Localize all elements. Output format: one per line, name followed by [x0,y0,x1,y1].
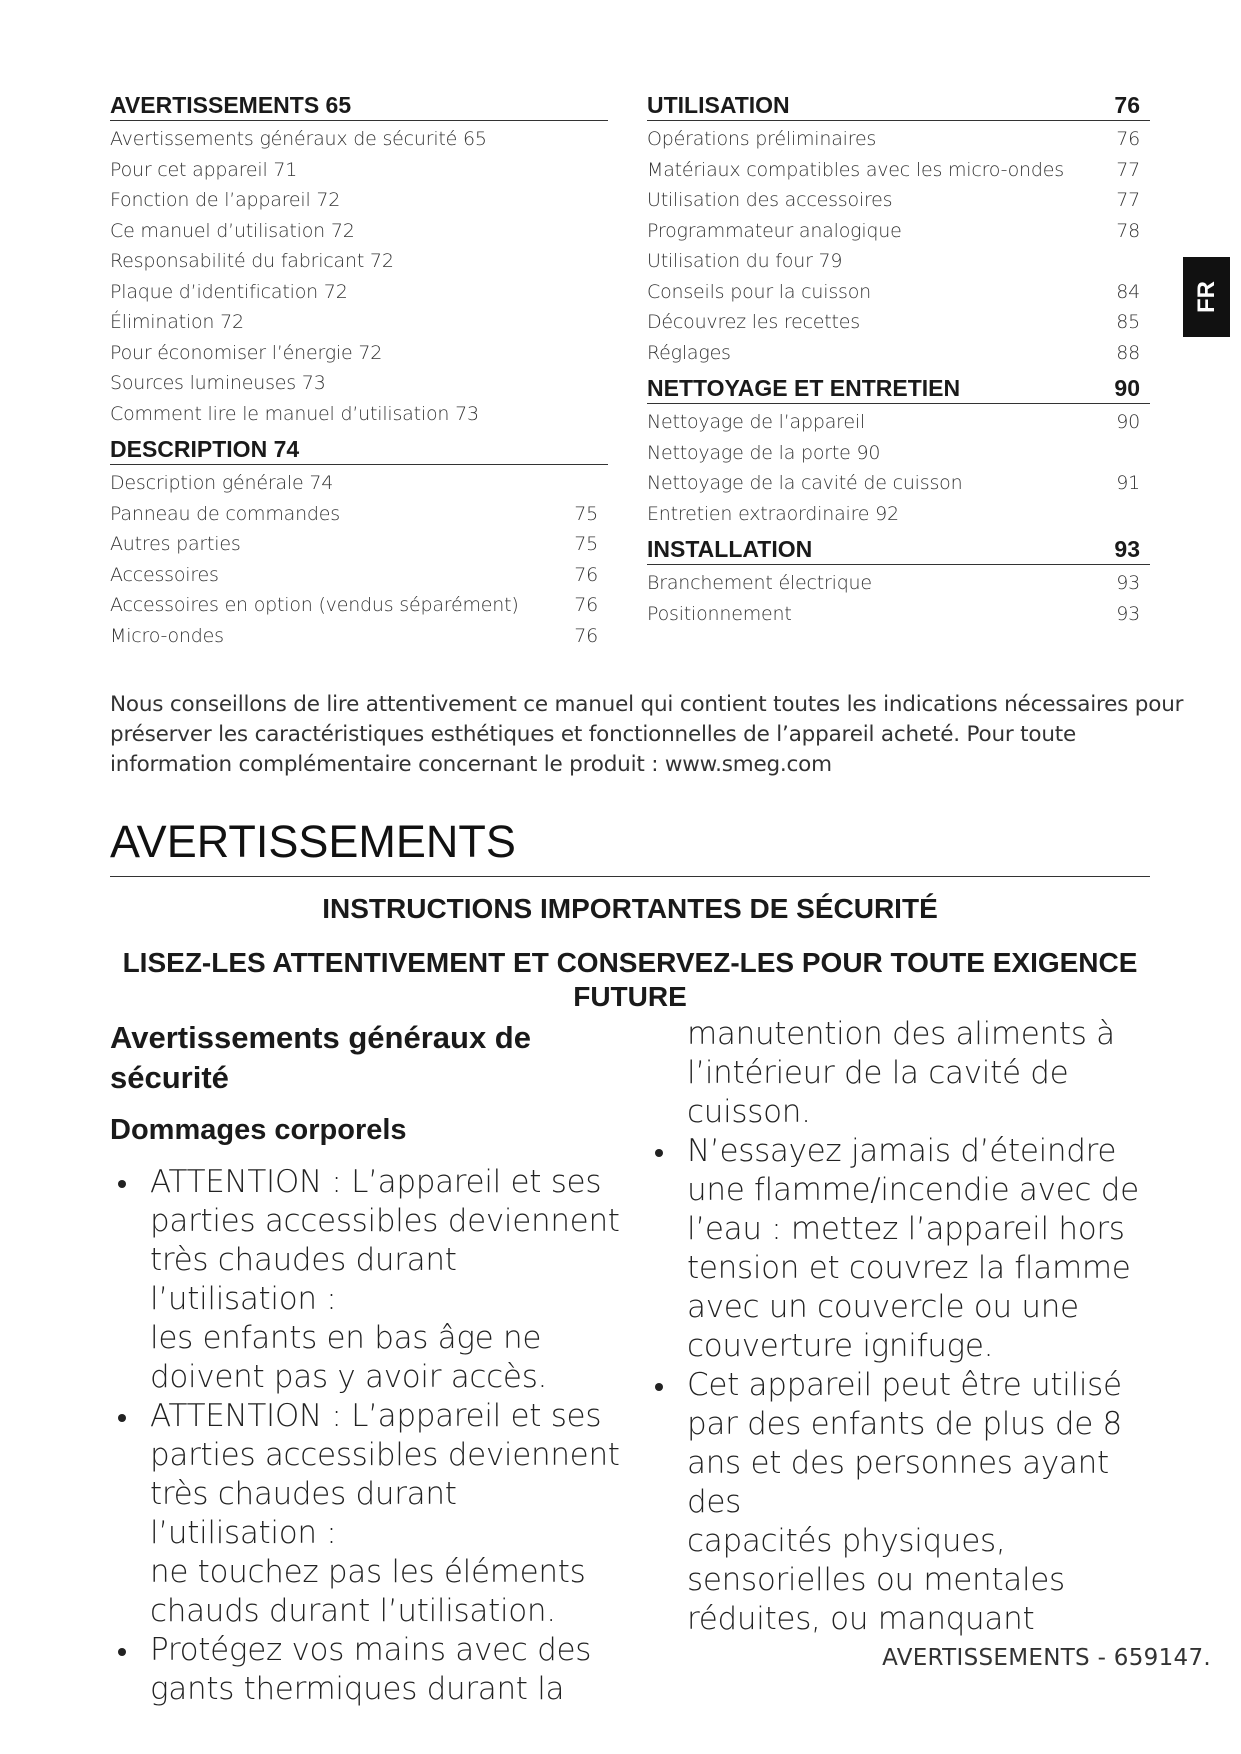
toc-section-title [647,534,1150,565]
toc-item-label: Sources lumineuses 73 [110,372,326,394]
toc-item-label: Accessoires en option (vendus séparément) [110,594,519,616]
toc-item-page: 76 [574,594,598,616]
bullet-line: par des enfants de plus de 8 [687,1406,1122,1442]
warning-bullet [110,1631,630,1709]
toc-item[interactable] [110,124,608,155]
toc-item[interactable] [647,246,1150,277]
toc-item-label: Branchement électrique [647,572,872,594]
bullet-line: couverture ignifuge. [687,1328,994,1364]
continued-line: manutention des aliments à [687,1016,1115,1052]
toc-item-label: Entretien extraordinaire 92 [647,502,899,525]
toc-item-page: 93 [1116,602,1140,625]
bullet-line: une flamme/incendie avec de [687,1172,1139,1208]
toc-section-label: DESCRIPTION 74 [110,436,300,462]
toc-item[interactable] [647,124,1150,155]
toc-item-label: Réglages [647,341,731,364]
toc-item[interactable] [110,468,608,499]
personal-injury-heading: Dommages corporels [110,1114,407,1146]
toc-section-page: 90 [1114,375,1140,401]
toc-item-page [598,399,608,430]
toc-item-page: 75 [574,533,598,555]
toc-section-title [647,90,1150,121]
toc-item-page [598,185,608,216]
toc-item[interactable] [647,568,1150,599]
toc-item[interactable] [110,621,608,652]
toc-section-label: NETTOYAGE ET ENTRETIEN [647,375,961,401]
toc-item-page: 91 [1116,472,1140,494]
toc-item-page [598,246,608,277]
toc-item[interactable] [110,155,608,186]
bullet-line: N’essayez jamais d’éteindre [687,1133,1117,1169]
toc-section-page: 93 [1114,536,1140,562]
toc-item-label: Ce manuel d’utilisation 72 [110,219,355,242]
toc-item[interactable] [647,599,1150,630]
intro-line: préserver les caractéristiques esthétiques et fonctionnelles de l’appareil acheté. Pour toute [110,722,1077,747]
toc-item[interactable] [647,155,1150,186]
bullet-line: très chaudes durant l’utilisation : [150,1476,457,1551]
toc-item-label: Nettoyage de la cavité de cuisson [647,472,963,494]
bullet-line: Cet appareil peut être utilisé [687,1367,1122,1403]
toc-item-label: Panneau de commandes [110,502,340,525]
bullet-line: capacités physiques, [687,1523,1006,1559]
toc-item[interactable] [110,368,608,399]
warning-bullet [110,1397,630,1631]
toc-item[interactable] [647,499,1150,530]
bullet-line: sensorielles ou mentales [687,1562,1065,1598]
toc-item-page [598,124,608,155]
toc-item-label: Nettoyage de l’appareil [647,411,866,433]
toc-item-page [1140,499,1150,530]
bullet-line: ATTENTION : L’appareil et ses [150,1164,602,1200]
toc-item-label: Utilisation du four 79 [647,250,843,272]
bullet-line: Protégez vos mains avec des [150,1632,592,1668]
toc-section-title [110,434,608,465]
read-carefully-title: LISEZ-LES ATTENTIVEMENT ET CONSERVEZ-LES POUR TOUTE EXIGENCE FUTURE [122,947,1138,1012]
toc-item[interactable] [647,185,1150,216]
warning-bullet [110,1163,630,1397]
bullet-line: parties accessibles deviennent [150,1203,620,1239]
general-safety-heading: Avertissements généraux de sécurité [110,1020,531,1095]
bullet-line: ans et des personnes ayant des [687,1445,1109,1520]
continued-line: cuisson. [687,1094,811,1130]
toc-item[interactable] [110,499,608,530]
toc-item-label: Description générale 74 [110,472,334,494]
toc-item-label: Avertissements généraux de sécurité 65 [110,128,487,150]
toc-item-page: 77 [1116,158,1140,181]
continued-line: l’intérieur de la cavité de [687,1055,1069,1091]
toc-item-label: Fonction de l’appareil 72 [110,189,341,211]
toc-item-page [598,216,608,247]
toc-section-page: 76 [1114,92,1140,118]
toc-section-label: AVERTISSEMENTS 65 [110,92,352,118]
bullet-line: tension et couvrez la flamme [687,1250,1131,1286]
toc-item-page [598,307,608,338]
toc-section-title [647,373,1150,404]
bullet-line: l’eau : mettez l’appareil hors [687,1211,1125,1247]
bullet-line: ne touchez pas les éléments [150,1554,586,1590]
toc-item-label: Utilisation des accessoires [647,189,893,211]
toc-item-page: 78 [1116,219,1140,242]
toc-item-page [1140,246,1150,277]
toc-item-label: Découvrez les recettes [647,311,860,333]
toc-left-column [110,90,608,651]
toc-item[interactable] [110,185,608,216]
language-tab [1183,257,1230,337]
page-footer: AVERTISSEMENTS - 659147. [882,1645,1211,1671]
toc-section-title [110,90,608,121]
toc-item-page: 93 [1116,572,1140,594]
toc-right-column [647,90,1150,629]
intro-paragraph [110,690,1184,780]
toc-item-page: 90 [1116,411,1140,433]
warnings-left-column [110,1163,630,1709]
toc-item[interactable] [110,216,608,247]
bullet-line: avec un couvercle ou une [687,1289,1079,1325]
main-heading: AVERTISSEMENTS [110,812,1150,877]
intro-line: information complémentaire concernant le produit : www.smeg.com [110,752,832,777]
toc-item-label: Conseils pour la cuisson [647,280,871,303]
bullet-line: réduites, ou manquant [687,1601,1035,1637]
warning-bullet [647,1132,1167,1366]
toc-item-page [598,468,608,499]
important-instructions-title: INSTRUCTIONS IMPORTANTES DE SÉCURITÉ [322,893,938,924]
toc-item-page: 77 [1116,189,1140,211]
toc-item-page [598,155,608,186]
toc-item-page [598,277,608,308]
toc-item-label: Opérations préliminaires [647,128,877,150]
toc-item-page: 75 [574,502,598,525]
toc-item-label: Plaque d’identification 72 [110,280,348,303]
toc-item-label: Responsabilité du fabricant 72 [110,250,394,272]
intro-line: Nous conseillons de lire attentivement ce manuel qui contient toutes les indications nécessaires pour [110,692,1184,717]
toc-item-label: Élimination 72 [110,311,244,333]
toc-item[interactable] [110,590,608,621]
toc-item[interactable] [110,307,608,338]
toc-item-label: Accessoires [110,563,219,586]
toc-item-label: Micro-ondes [110,624,224,647]
toc-item-label: Programmateur analogique [647,219,902,242]
bullet-line: ATTENTION : L’appareil et ses [150,1398,602,1434]
toc-section-label: INSTALLATION [647,536,813,562]
toc-item-page: 84 [1116,280,1140,303]
bullet-line: chauds durant l’utilisation. [150,1593,556,1629]
toc-item[interactable] [110,338,608,369]
toc-item[interactable] [647,307,1150,338]
bullet-line: gants thermiques durant la [150,1671,565,1707]
toc-item[interactable] [110,246,608,277]
toc-item-page [598,368,608,399]
toc-item[interactable] [110,560,608,591]
bullet-line: doivent pas y avoir accès. [150,1359,548,1395]
bullet-line: parties accessibles deviennent [150,1437,620,1473]
toc-item-page: 88 [1116,341,1140,364]
toc-item[interactable] [110,277,608,308]
toc-item[interactable] [647,338,1150,369]
warning-bullet [647,1366,1167,1639]
toc-item-page: 76 [1116,128,1140,150]
toc-item[interactable] [110,529,608,560]
toc-item-page: 85 [1116,311,1140,333]
toc-item-page: 76 [574,624,598,647]
bullet-line: les enfants en bas âge ne [150,1320,542,1356]
toc-item-label: Autres parties [110,533,241,555]
toc-item[interactable] [647,438,1150,469]
toc-section-label: UTILISATION [647,92,790,118]
toc-item[interactable] [647,216,1150,247]
language-tab-label: FR [1192,281,1220,313]
toc-item[interactable] [647,277,1150,308]
toc-item-label: Pour économiser l’énergie 72 [110,341,383,364]
toc-item-label: Pour cet appareil 71 [110,158,298,181]
warnings-right-column [647,1015,1167,1639]
toc-item-page [598,338,608,369]
toc-item[interactable] [647,468,1150,499]
toc-item-label: Matériaux compatibles avec les micro-ondes [647,158,1064,181]
bullet-line: très chaudes durant l’utilisation : [150,1242,457,1317]
toc-item-page: 76 [574,563,598,586]
toc-item[interactable] [647,407,1150,438]
toc-item-page [1140,438,1150,469]
toc-item-label: Comment lire le manuel d’utilisation 73 [110,402,479,425]
toc-item[interactable] [110,399,608,430]
toc-item-label: Nettoyage de la porte 90 [647,441,881,464]
toc-item-label: Positionnement [647,602,792,625]
